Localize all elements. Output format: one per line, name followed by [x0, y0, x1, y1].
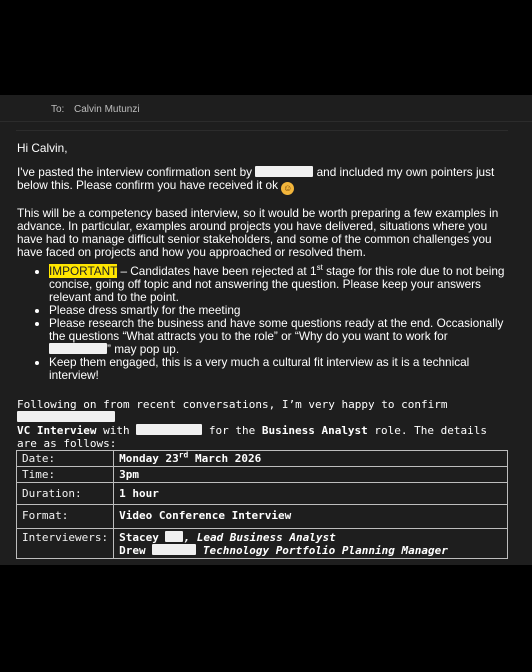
paragraph-confirmation: Following on from recent conversations, I’m very happy to confirm VC Interview with for the Business Analyst role. The details are as follows: [17, 398, 488, 450]
important-highlight: IMPORTANT [49, 264, 118, 278]
header-divider [16, 130, 508, 131]
date-value: Monday 23rd March 2026 [114, 451, 508, 467]
table-row [17, 483, 508, 505]
interviewers-label: Interviewers: [17, 529, 114, 559]
pointer-list [17, 265, 507, 382]
time-label: Time: [17, 467, 114, 483]
redacted-text [49, 343, 107, 354]
table-row [17, 467, 508, 483]
recipient-name[interactable]: Calvin Mutunzi [74, 104, 140, 115]
paragraph-competency: This will be a competency based interview, so it would be worth preparing a few examples in advance. In particular, examples around projects you have delivered, situations where you have had to manage difficult senior stakeholders, and some of the common challenges you have faced on projects and how you approached or resolved them. [17, 206, 499, 259]
redacted-text [152, 544, 196, 555]
format-label: Format: [17, 505, 114, 529]
table-row [17, 505, 508, 529]
date-label: Date: [17, 451, 114, 467]
table-row [17, 451, 508, 467]
email-body [17, 142, 507, 450]
greeting: Hi Calvin, [17, 141, 68, 155]
interview-details-table [16, 450, 508, 559]
list-item: • Please research the business and have some questions ready at the end. Occasionally the questions “What attracts you to the role” or “Why do you want to work for ” may pop up. [49, 317, 507, 356]
format-value: Video Conference Interview [114, 505, 508, 529]
list-item: • IMPORTANT – Candidates have been rejected at 1st stage for this role due to not being concise, going off topic and not answering the question. Please keep your answers relevant and to the point. [49, 265, 507, 304]
list-item: • Keep them engaged, this is a very much a cultural fit interview as it is a technical interview! [49, 356, 507, 382]
duration-value: 1 hour [114, 483, 508, 505]
list-item: • Please dress smartly for the meeting [49, 304, 507, 317]
redacted-text [136, 424, 202, 435]
redacted-text [255, 166, 313, 177]
paragraph-intro: I've pasted the interview confirmation sent by and included my own pointers just below this. Please confirm you have received it ok ☺ [17, 165, 495, 193]
to-label: To: [51, 104, 65, 115]
redacted-text [17, 411, 115, 422]
table-row [17, 529, 508, 559]
to-row [0, 99, 532, 122]
smile-emoji-icon: ☺ [283, 183, 293, 193]
interviewers-value: Stacey , Lead Business Analyst Drew Technology Portfolio Planning Manager [114, 529, 508, 559]
time-value: 3pm [114, 467, 508, 483]
redacted-text [165, 531, 183, 542]
duration-label: Duration: [17, 483, 114, 505]
